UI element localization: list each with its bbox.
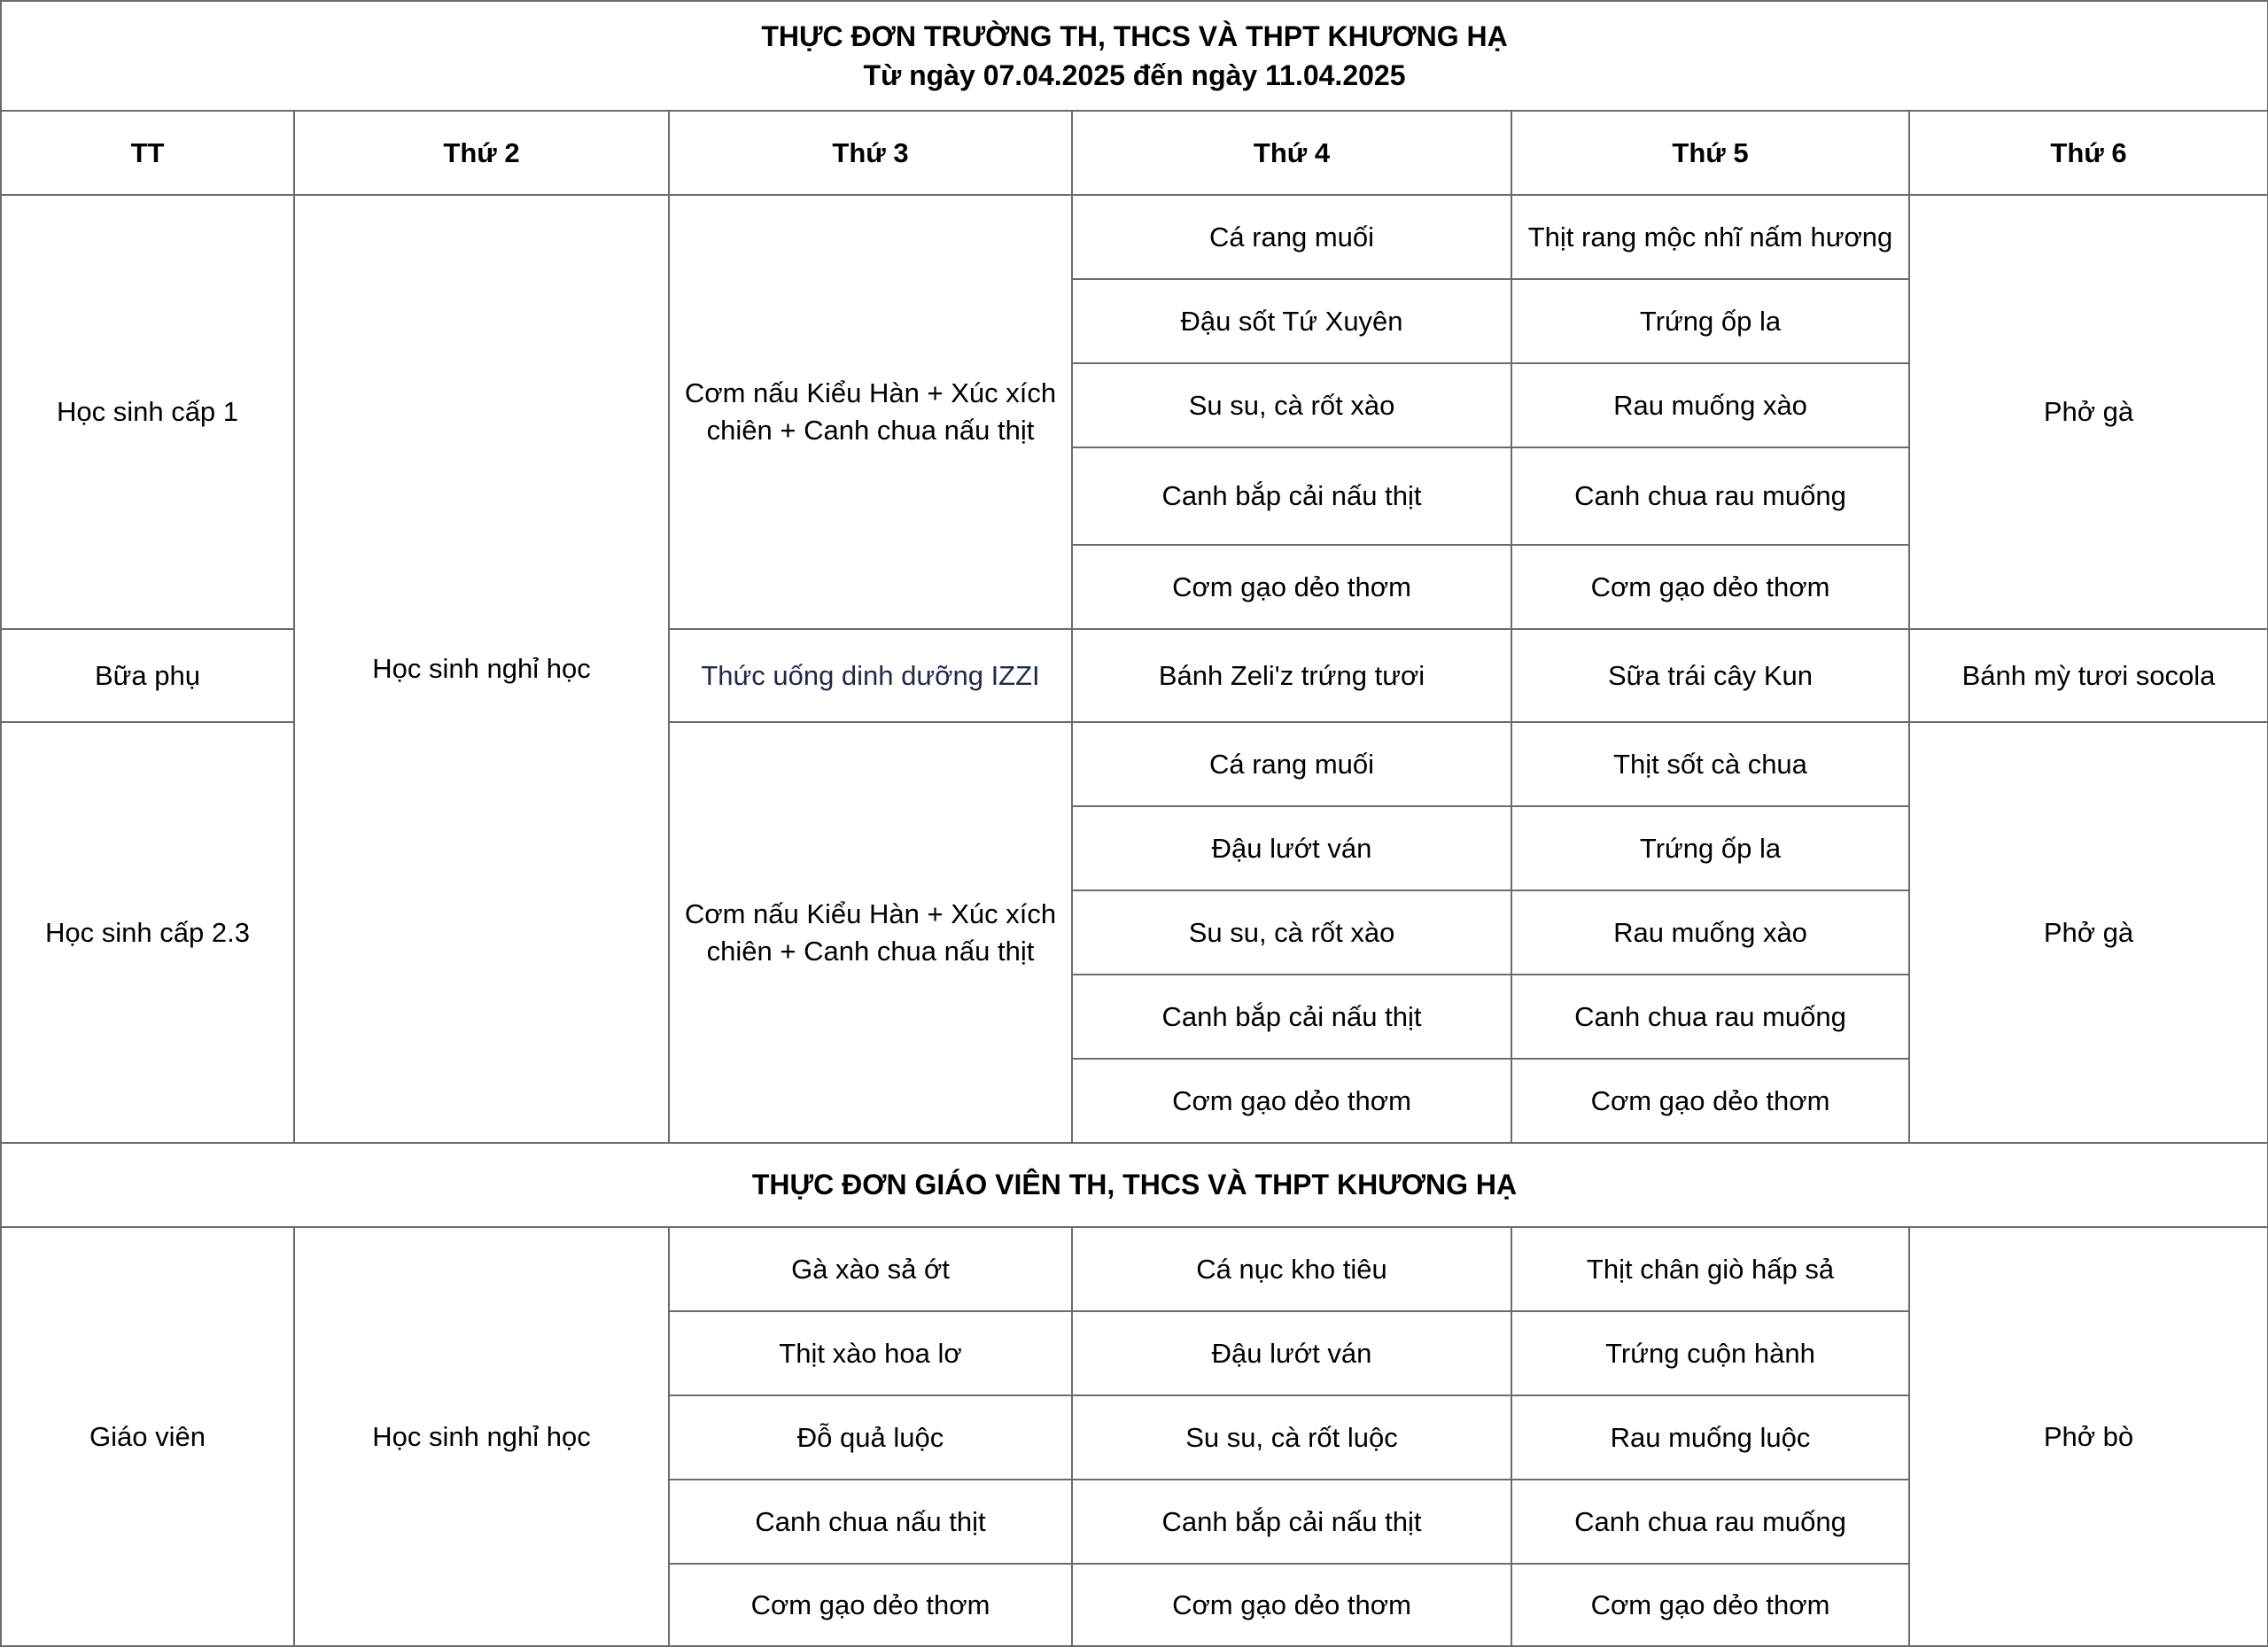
menu-title: THỰC ĐƠN TRƯỜNG TH, THCS VÀ THPT KHƯƠNG HẠ	[761, 19, 1508, 52]
cap1-thu5-dish: Rau muống xào	[1511, 363, 1909, 447]
cap23-thu4-dish: Đậu lướt ván	[1072, 806, 1511, 890]
teacher-thu3-dish: Đỗ quả luộc	[669, 1395, 1072, 1480]
row-label-cap23: Học sinh cấp 2.3	[1, 722, 294, 1143]
menu-date-range: Từ ngày 07.04.2025 đến ngày 11.04.2025	[863, 59, 1406, 91]
cap23-thu5-dish: Canh chua rau muống	[1511, 975, 1909, 1059]
cap1-thu5-dish: Cơm gạo dẻo thơm	[1511, 545, 1909, 629]
snack-thu3: Thức uống dinh dưỡng IZZI	[669, 629, 1072, 722]
teacher-thu5-dish: Canh chua rau muống	[1511, 1480, 1909, 1564]
cap23-thu3-meal: Cơm nấu Kiểu Hàn + Xúc xích chiên + Canh chua nấu thịt	[669, 722, 1072, 1143]
column-header-tt: TT	[1, 111, 294, 195]
teacher-thu5-dish: Trứng cuộn hành	[1511, 1311, 1909, 1395]
cap23-thu5-dish: Thịt sốt cà chua	[1511, 722, 1909, 806]
cap1-thu4-dish: Su su, cà rốt xào	[1072, 363, 1511, 447]
column-header-thu6: Thứ 6	[1909, 111, 2268, 195]
cap1-thu3-meal: Cơm nấu Kiểu Hàn + Xúc xích chiên + Canh chua nấu thịt	[669, 195, 1072, 629]
teacher-thu4-dish: Su su, cà rốt luộc	[1072, 1395, 1511, 1480]
cap1-thu5-dish: Thịt rang mộc nhĩ nấm hương	[1511, 195, 1909, 279]
teacher-thu4-dish: Canh bắp cải nấu thịt	[1072, 1480, 1511, 1564]
cap23-thu4-dish: Canh bắp cải nấu thịt	[1072, 975, 1511, 1059]
thu2-students-off: Học sinh nghỉ học	[294, 195, 669, 1143]
teacher-thu4-dish: Đậu lướt ván	[1072, 1311, 1511, 1395]
teacher-thu3-dish: Canh chua nấu thịt	[669, 1480, 1072, 1564]
row-label-snack: Bữa phụ	[1, 629, 294, 722]
cap1-thu4-dish: Cơm gạo dẻo thơm	[1072, 545, 1511, 629]
column-header-thu5: Thứ 5	[1511, 111, 1909, 195]
cap23-thu5-dish: Rau muống xào	[1511, 890, 1909, 975]
teacher-thu3-dish: Gà xào sả ớt	[669, 1227, 1072, 1311]
teacher-thu3-dish: Cơm gạo dẻo thơm	[669, 1564, 1072, 1646]
cap1-thu4-dish: Đậu sốt Tứ Xuyên	[1072, 279, 1511, 363]
cap23-thu5-dish: Cơm gạo dẻo thơm	[1511, 1059, 1909, 1143]
cap1-thu6-meal: Phở gà	[1909, 195, 2268, 629]
snack-thu6: Bánh mỳ tươi socola	[1909, 629, 2268, 722]
column-header-thu3: Thứ 3	[669, 111, 1072, 195]
snack-thu4: Bánh Zeli'z trứng tươi	[1072, 629, 1511, 722]
teacher-thu5-dish: Rau muống luộc	[1511, 1395, 1909, 1480]
table-row	[1, 1227, 2268, 1311]
teacher-thu2: Học sinh nghỉ học	[294, 1227, 669, 1646]
teacher-thu5-dish: Thịt chân giò hấp sả	[1511, 1227, 1909, 1311]
cap23-thu5-dish: Trứng ốp la	[1511, 806, 1909, 890]
teacher-thu4-dish: Cá nục kho tiêu	[1072, 1227, 1511, 1311]
cap1-thu5-dish: Trứng ốp la	[1511, 279, 1909, 363]
teacher-menu-title: THỰC ĐƠN GIÁO VIÊN TH, THCS VÀ THPT KHƯƠNG HẠ	[1, 1143, 2268, 1227]
menu-title-cell	[1, 1, 2268, 111]
teacher-thu3-dish: Thịt xào hoa lơ	[669, 1311, 1072, 1395]
row-label-teacher: Giáo viên	[1, 1227, 294, 1646]
cap23-thu6-meal: Phở gà	[1909, 722, 2268, 1143]
table-row	[1, 195, 2268, 279]
column-header-thu2: Thứ 2	[294, 111, 669, 195]
header-row	[1, 111, 2268, 195]
teacher-thu5-dish: Cơm gạo dẻo thơm	[1511, 1564, 1909, 1646]
row-label-cap1: Học sinh cấp 1	[1, 195, 294, 629]
cap23-thu4-dish: Cá rang muối	[1072, 722, 1511, 806]
cap1-thu4-dish: Cá rang muối	[1072, 195, 1511, 279]
column-header-thu4: Thứ 4	[1072, 111, 1511, 195]
cap23-thu4-dish: Cơm gạo dẻo thơm	[1072, 1059, 1511, 1143]
cap23-thu4-dish: Su su, cà rốt xào	[1072, 890, 1511, 975]
cap1-thu4-dish: Canh bắp cải nấu thịt	[1072, 447, 1511, 545]
snack-thu5: Sữa trái cây Kun	[1511, 629, 1909, 722]
teacher-thu6-meal: Phở bò	[1909, 1227, 2268, 1646]
teacher-thu4-dish: Cơm gạo dẻo thơm	[1072, 1564, 1511, 1646]
cap1-thu5-dish: Canh chua rau muống	[1511, 447, 1909, 545]
